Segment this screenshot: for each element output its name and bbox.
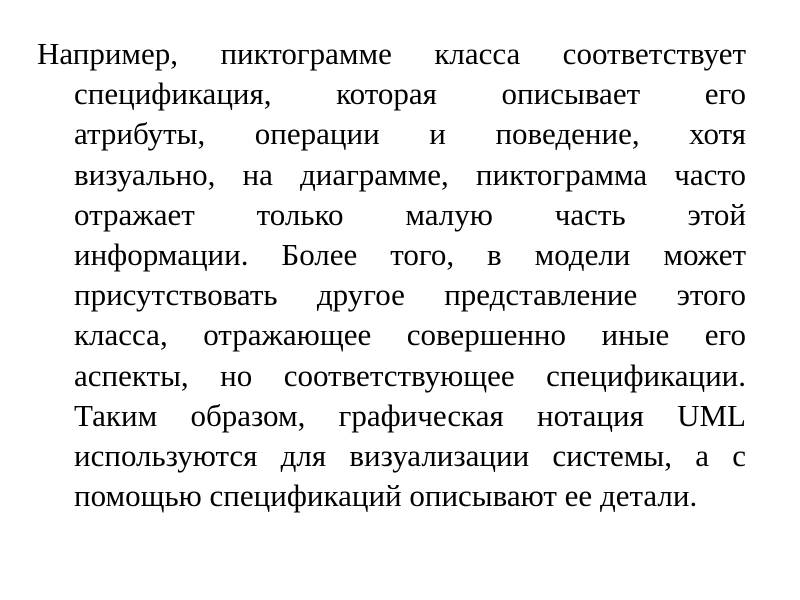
paragraph-line-12: помощью спецификаций описывают ее детали.: [74, 478, 698, 514]
paragraph-line-2: спецификация, которая описывает его: [74, 76, 746, 112]
paragraph-line-9: аспекты, но соответствующее спецификации.: [74, 357, 746, 393]
paragraph-line-11: используются для визуализации системы, а с: [74, 437, 746, 473]
paragraph-line-6: информации. Более того, в модели может: [74, 236, 746, 272]
paragraph-line-1: Например, пиктограмме класса соответствует: [37, 36, 746, 71]
paragraph-line-7: присутствовать другое представление этого: [74, 277, 746, 313]
paragraph-line-10: Таким образом, графическая нотация UML: [74, 397, 746, 433]
body-paragraph: [37, 34, 746, 516]
paragraph-line-4: визуально, на диаграмме, пиктограмма часто: [74, 156, 746, 192]
paragraph-line-3: атрибуты, операции и поведение, хотя: [74, 116, 746, 152]
paragraph-line-5: отражает только малую часть этой: [74, 196, 746, 232]
paragraph-line-8: класса, отражающее совершенно иные его: [74, 317, 746, 353]
